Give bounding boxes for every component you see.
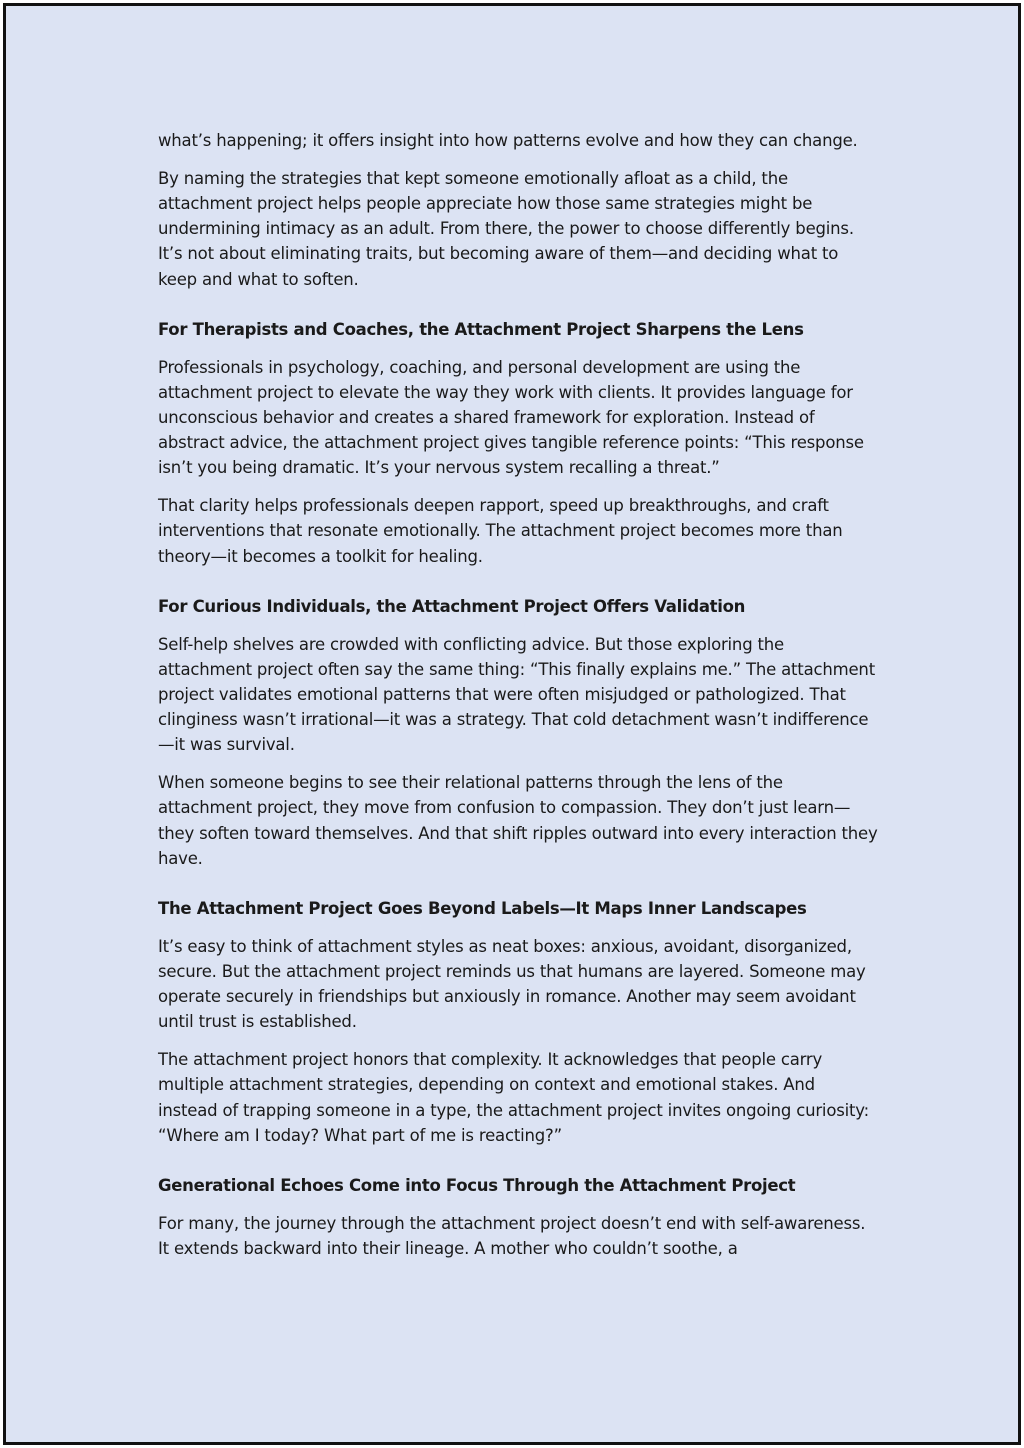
paragraph: The attachment project honors that complexity. It acknowledges that people carry multiple attachment strategies, depending on context and emotional stakes. And instead of trapping someone in a type, the attachment project invites ongoing curiosity: “Where am I today? What part of me is reacting?” [158,1050,869,1145]
section-heading: For Therapists and Coaches, the Attachment Project Sharpens the Lens [158,319,804,339]
paragraph: what’s happening; it offers insight into how patterns evolve and how they can change. [158,131,858,150]
paragraph: It’s easy to think of attachment styles as neat boxes: anxious, avoidant, disorganized, secure. But the attachment project reminds us that humans are layered. Someone may operate securely in friendships but anxiously in romance. Another may seem avoidant until trust is established. [158,936,866,1032]
section-heading: The Attachment Project Goes Beyond Labels—It Maps Inner Landscapes [158,899,807,919]
paragraph: When someone begins to see their relational patterns through the lens of the attachment project, they move from confusion to compassion. They don’t just learn—they soften toward themselves. And that shift ripples outward into every interaction they have. [158,773,878,868]
paragraph: For many, the journey through the attachment project doesn’t end with self-awareness. It extends backward into their lineage. A mother who couldn’t soothe, a [158,1213,866,1259]
paragraph: Self-help shelves are crowded with conflicting advice. But those exploring the attachment project often say the same thing: “This finally explains me.” The attachment project validates emotional patterns that were often misjudged or pathologized. That clinginess wasn’t irrational—it was a strategy. That cold detachment wasn’t indifference—it was survival. [158,634,875,755]
document-page [3,3,1021,1445]
section-heading: For Curious Individuals, the Attachment Project Offers Validation [158,596,746,616]
paragraph: By naming the strategies that kept someone emotionally afloat as a child, the attachment project helps people appreciate how those same strategies might be undermining intimacy as an adult. From there, the power to choose differently begins. It’s not about eliminating traits, but becoming aware of them—and deciding what to keep and what to soften. [158,168,854,289]
document-body [158,128,878,1274]
paragraph: Professionals in psychology, coaching, and personal development are using the attachment project to elevate the way they work with clients. It provides language for unconscious behavior and creates a shared framework for exploration. Instead of abstract advice, the attachment project gives tangible reference points: “This response isn’t you being dramatic. It’s your nervous system recalling a threat.” [158,357,864,478]
paragraph: That clarity helps professionals deepen rapport, speed up breakthroughs, and craft interventions that resonate emotionally. The attachment project becomes more than theory—it becomes a toolkit for healing. [158,496,843,566]
section-heading: Generational Echoes Come into Focus Through the Attachment Project [158,1176,796,1196]
